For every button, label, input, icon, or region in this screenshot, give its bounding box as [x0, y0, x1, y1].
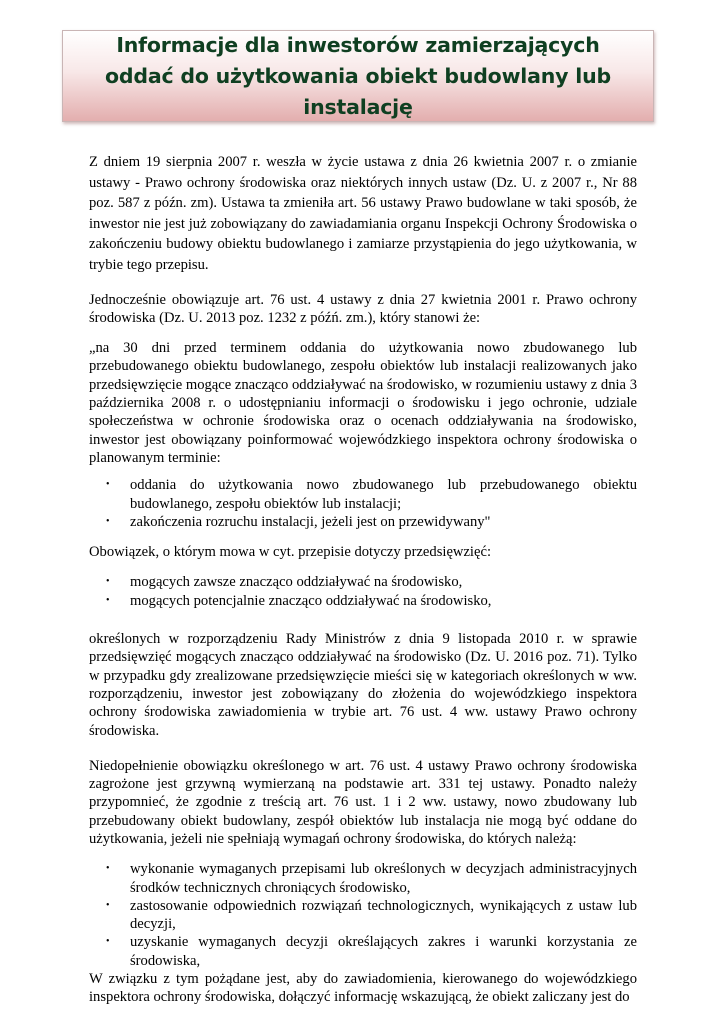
- bullet-icon: •: [106, 936, 110, 948]
- list-item: • zastosowanie odpowiednich rozwiązań technologicznych, wynikających z ustaw lub decyzji,: [106, 897, 637, 933]
- bullet-icon: •: [106, 899, 110, 911]
- bullet-icon: •: [106, 479, 110, 491]
- bullet-icon: •: [106, 863, 110, 875]
- bullet-icon: •: [106, 594, 110, 606]
- paragraph-closing: W związku z tym pożądane jest, aby do zawiadomienia, kierowanego do wojewódzkiego inspektora ochrony środowiska, dołączyć informację wskazującą, że obiekt zaliczany jest do: [89, 971, 637, 1006]
- list-item: • oddania do użytkowania nowo zbudowanego lub przebudowanego obiektu budowlanego, zespołu obiektów lub instalacji;: [106, 477, 637, 512]
- list-item: • uzyskanie wymaganych decyzji określających zakres i warunki korzystania ze środowiska,: [106, 934, 637, 969]
- bullet-list-requirements: [89, 860, 637, 970]
- bullet-icon: •: [106, 515, 110, 527]
- list-item: • mogących zawsze znacząco oddziaływać na środowisko,: [106, 574, 463, 591]
- list-item: • zakończenia rozruchu instalacji, jeżeli jest on przewidywany": [106, 513, 491, 530]
- paragraph-penalty: Niedopełnienie obowiązku określonego w art. 76 ust. 4 ustawy Prawo ochrony środowiska zagrożone jest grzywną wymierzaną na podstawie art. 331 tej ustawy. Ponadto należy przypomnieć, że zgodnie z treścią art. 76 ust. 1 i 2 ww. ustawy, nowo zbudowany lub przebudowany obiekt budowlany, zespół obiektów lub instalacja nie mogą być oddane do użytkowania, jeżeli nie spełniają wymagań ochrony środowiska, do których należą:: [89, 757, 637, 847]
- page-title: Informacje dla inwestorów zamierzających oddać do użytkowania obiekt budowlany lub instalację: [105, 32, 611, 119]
- paragraph-art76: Jednocześnie obowiązuje art. 76 ust. 4 ustawy z dnia 27 kwietnia 2001 r. Prawo ochrony środowiska (Dz. U. 2013 poz. 1232 z późń. zm.), który stanowi że:: [89, 291, 637, 326]
- list-item: • wykonanie wymaganych przepisami lub określonych w decyzjach administracyjnych środków technicznych chroniących środowisko,: [106, 861, 637, 896]
- bullet-list-projects: [89, 573, 637, 610]
- paragraph-obligation: Obowiązek, o którym mowa w cyt. przepisie dotyczy przedsięwzięć:: [89, 544, 491, 561]
- paragraph-intro: Z dniem 19 sierpnia 2007 r. weszła w życie ustawa z dnia 26 kwietnia 2007 r. o zmianie ustawy - Prawo ochrony środowiska oraz niektórych innych ustaw (Dz. U. z 2007 r., Nr 88 poz. 587 z późn. zm). Ustawa ta zmieniła art. 56 ustawy Prawo budowlane w taki sposób, że inwestor nie jest już zobowiązany do zawiadamiania organu Inspekcji Ochrony Środowiska o zakończeniu budowy obiektu budowlanego i zamiarze przystąpienia do jego użytkowania, w trybie tego przepisu.: [89, 154, 637, 273]
- bullet-list-deadlines: [89, 476, 637, 531]
- paragraph-quote: „na 30 dni przed terminem oddania do użytkowania nowo zbudowanego lub przebudowanego obiektu budowlanego, zespołu obiektów lub instalacji realizowanych jako przedsięwzięcie mogące znacząco oddziaływać na środowisko, w rozumieniu ustawy z dnia 3 października 2008 r. o udostępnianiu informacji o środowisku i jego ochronie, udziale społeczeństwa w ochronie środowiska oraz o ocenach oddziaływania na środowisko, inwestor jest obowiązany poinformować wojewódzkiego inspektora ochrony środowiska o planowanym terminie:: [89, 340, 637, 466]
- list-item: • mogących potencjalnie znacząco oddziaływać na środowisko,: [106, 592, 492, 609]
- paragraph-regulation: określonych w rozporządzeniu Rady Ministrów z dnia 9 listopada 2010 r. w sprawie przedsięwzięć mogących znacząco oddziaływać na środowisko (Dz. U. 2016 poz. 71). Tylko w przypadku gdy zrealizowane przedsięwzięcie mieści się w kategoriach określonych w ww. rozporządzeniu, inwestor jest zobowiązany do złożenia do wojewódzkiego inspektora ochrony środowiska zawiadomienia w trybie art. 76 ust. 4 ww. ustawy Prawo ochrony środowiska.: [89, 631, 637, 739]
- bullet-icon: •: [106, 576, 110, 588]
- title-box: [62, 30, 654, 122]
- document-body: [89, 152, 637, 1007]
